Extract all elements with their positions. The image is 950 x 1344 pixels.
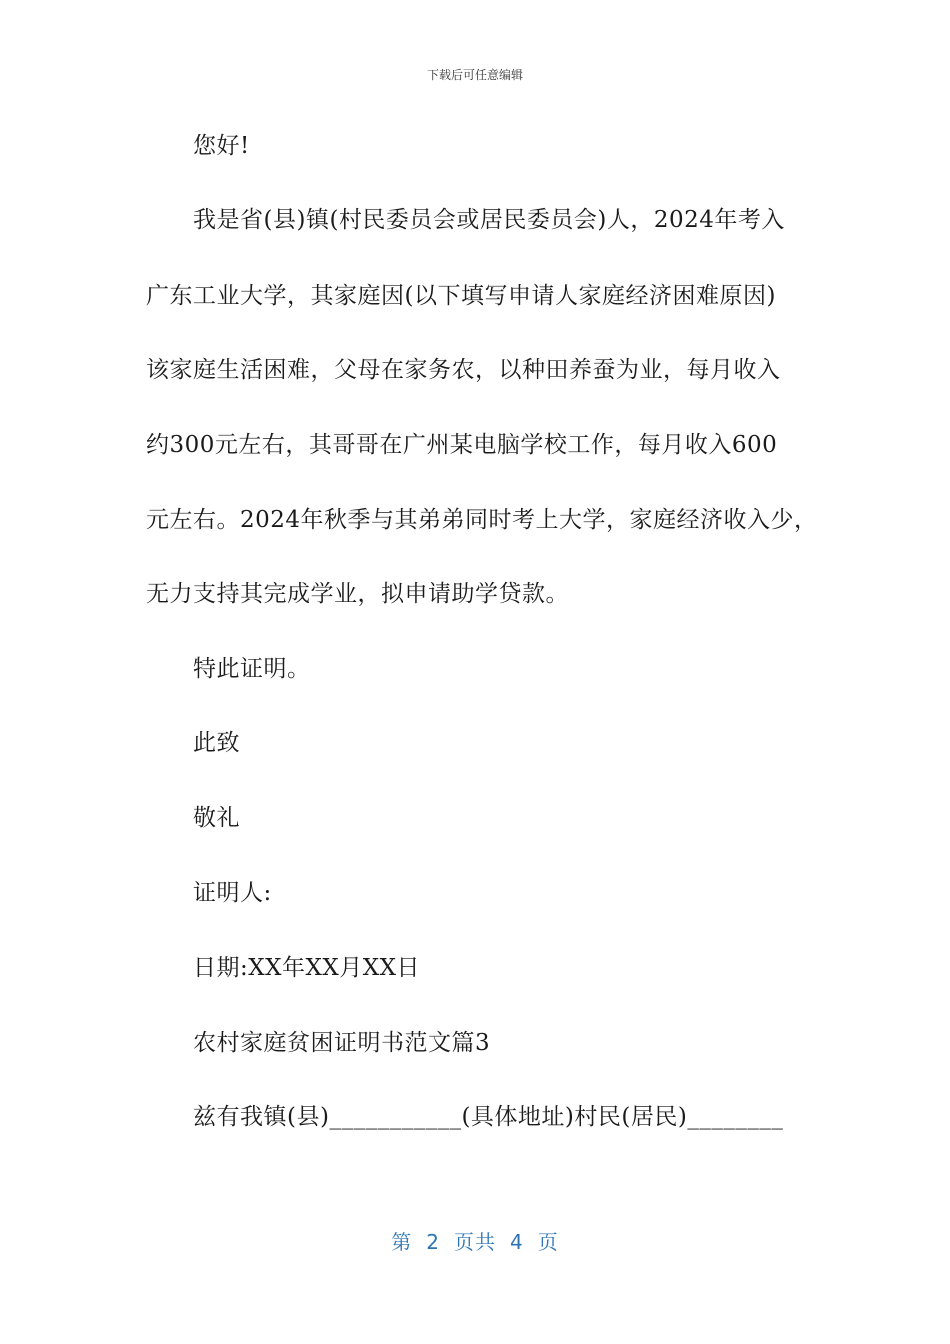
- footer-suffix: 页: [537, 1230, 559, 1254]
- signatory-line: 证明人:: [193, 880, 272, 906]
- paragraph-line: 约300元左右，其哥哥在广州某电脑学校工作，每月收入600: [146, 432, 778, 458]
- paragraph-line: 该家庭生活困难，父母在家务农，以种田养蚕为业，每月收入: [146, 357, 781, 383]
- section-title: 农村家庭贫困证明书范文篇3: [193, 1030, 491, 1056]
- footer-middle: 页共: [454, 1230, 496, 1254]
- footer-prefix: 第: [391, 1230, 413, 1254]
- page-footer: [0, 1226, 950, 1255]
- footer-page-number: 2: [426, 1230, 440, 1254]
- greeting-line: 您好!: [193, 133, 250, 159]
- paragraph-line: 无力支持其完成学业，拟申请助学贷款。: [146, 581, 569, 607]
- paragraph-line: 元左右。2024年秋季与其弟弟同时考上大学，家庭经济收入少，: [146, 507, 818, 533]
- date-line: 日期:XX年XX月XX日: [193, 955, 420, 981]
- paragraph-line: 我是省(县)镇(村民委员会或居民委员会)人，2024年考入: [193, 207, 785, 233]
- header-note: 下载后可任意编辑: [426, 68, 523, 82]
- salutation-line: 此致: [193, 730, 240, 756]
- closing-line: 特此证明。: [193, 656, 311, 682]
- salutation-line: 敬礼: [193, 805, 240, 831]
- paragraph-line: 广东工业大学，其家庭因(以下填写申请人家庭经济困难原因): [146, 283, 776, 309]
- paragraph-line: 兹有我镇(县)___________(具体地址)村民(居民)________: [193, 1104, 784, 1130]
- footer-total-pages: 4: [510, 1230, 524, 1254]
